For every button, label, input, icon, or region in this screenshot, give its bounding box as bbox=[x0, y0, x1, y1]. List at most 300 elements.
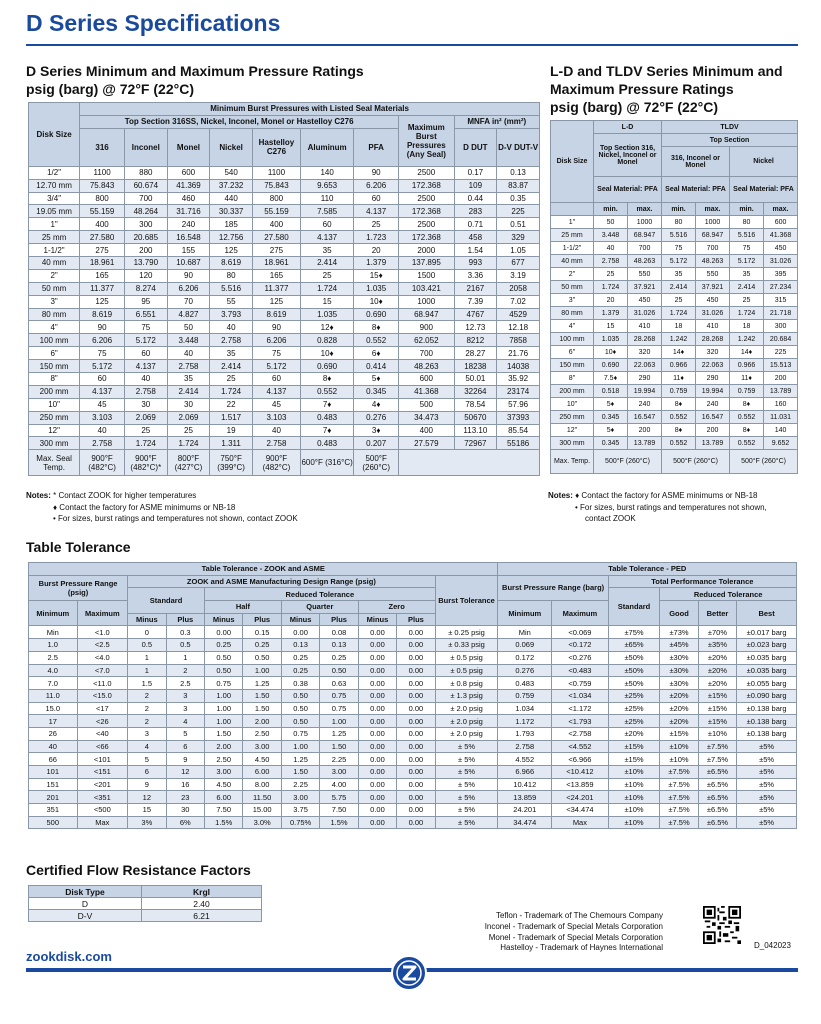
d-series-cell: 8.619 bbox=[210, 257, 253, 270]
tolerance-cell: <7.0 bbox=[77, 664, 128, 677]
ld-series-cell: 700 bbox=[696, 242, 730, 255]
tolerance-row bbox=[29, 664, 797, 677]
tolerance-row bbox=[29, 816, 797, 829]
d-max-seal-temp-value: 600°F (316°C) bbox=[300, 450, 353, 476]
d-series-cell: 1100 bbox=[252, 166, 300, 179]
ld-series-row bbox=[551, 242, 798, 255]
d-series-cell: 0.17 bbox=[454, 166, 497, 179]
d-series-cell: 165 bbox=[80, 269, 125, 282]
ld-series-cell: 0.690 bbox=[594, 359, 628, 372]
d-series-cell: 2.758 bbox=[124, 385, 167, 398]
ld-series-cell: 290 bbox=[628, 372, 662, 385]
d-series-cell: 10♦ bbox=[354, 295, 399, 308]
ld-series-cell: 240 bbox=[628, 398, 662, 411]
tolerance-cell: 12 bbox=[128, 791, 166, 804]
ld-series-cell: 7.5♦ bbox=[594, 372, 628, 385]
ld-series-cell: 1.242 bbox=[730, 333, 764, 346]
d-series-cell: 172.368 bbox=[399, 205, 454, 218]
tolerance-cell: 0.00 bbox=[358, 816, 396, 829]
d-series-cell: 50 mm bbox=[29, 282, 80, 295]
d-series-cell: 57.96 bbox=[497, 398, 540, 411]
d-series-cell: 15♦ bbox=[354, 269, 399, 282]
d-series-cell: 0.51 bbox=[497, 218, 540, 231]
tolerance-cell: 15.0 bbox=[29, 702, 78, 715]
ld-series-cell: 0.552 bbox=[730, 411, 764, 424]
d-series-cell: 2.414 bbox=[300, 257, 353, 270]
tolerance-row bbox=[29, 626, 797, 639]
tol-zero-minus: Minus bbox=[358, 613, 396, 626]
tldv-min-header-2: min. bbox=[730, 203, 764, 216]
ld-series-cell: 225 bbox=[764, 346, 798, 359]
d-series-cell: 60 bbox=[354, 192, 399, 205]
ld-series-cell: 31.026 bbox=[696, 307, 730, 320]
ld-series-cell: 11♦ bbox=[662, 372, 696, 385]
d-series-cell: 75 bbox=[124, 321, 167, 334]
tolerance-row bbox=[29, 727, 797, 740]
d-col-monel: Monel bbox=[167, 128, 210, 166]
tolerance-cell: 0.00 bbox=[358, 639, 396, 652]
flow-row bbox=[29, 910, 262, 922]
ld-series-cell: 68.947 bbox=[628, 229, 662, 242]
tolerance-cell: <500 bbox=[77, 804, 128, 817]
tolerance-cell: ±50% bbox=[608, 677, 660, 690]
tolerance-cell: ±6.5% bbox=[698, 766, 736, 779]
d-series-row bbox=[29, 192, 540, 205]
ld-min-header: min. bbox=[594, 203, 628, 216]
tolerance-row bbox=[29, 651, 797, 664]
tolerance-cell: 0.50 bbox=[281, 715, 319, 728]
d-series-cell: 500 bbox=[399, 398, 454, 411]
tolerance-cell: 1.50 bbox=[281, 766, 319, 779]
trademark-teflon: Teflon - Trademark of The Chemours Company bbox=[495, 911, 663, 920]
tolerance-cell: 1.00 bbox=[205, 702, 243, 715]
tolerance-cell: ± 5% bbox=[435, 778, 498, 791]
ld-spacer-cell bbox=[551, 203, 594, 216]
tolerance-cell: 0.25 bbox=[243, 639, 281, 652]
d-series-cell: 1100 bbox=[80, 166, 125, 179]
d-series-cell: 0.483 bbox=[300, 411, 353, 424]
tolerance-cell: 15 bbox=[128, 804, 166, 817]
tolerance-cell: 0.00 bbox=[358, 651, 396, 664]
tol-half-plus: Plus bbox=[243, 613, 281, 626]
ld-series-cell: 600 bbox=[764, 216, 798, 229]
title-divider bbox=[26, 44, 798, 46]
ld-series-cell: 50 bbox=[594, 216, 628, 229]
ld-series-cell: 0.552 bbox=[662, 411, 696, 424]
ld-series-cell: 450 bbox=[628, 294, 662, 307]
tol-zero-plus: Plus bbox=[397, 613, 435, 626]
tolerance-cell: ±15% bbox=[698, 715, 736, 728]
d-series-cell: 50 bbox=[167, 321, 210, 334]
tolerance-cell: 0.00 bbox=[358, 715, 396, 728]
ld-series-table bbox=[550, 120, 798, 474]
d-series-cell: 83.87 bbox=[497, 179, 540, 192]
ld-series-cell: 0.759 bbox=[662, 385, 696, 398]
d-series-cell: 8.619 bbox=[80, 308, 125, 321]
tolerance-cell: ±15% bbox=[608, 753, 660, 766]
tldv-inconel-header: 316, Inconel or Monel bbox=[662, 147, 730, 177]
tolerance-cell: ±10% bbox=[608, 778, 660, 791]
tolerance-cell: 0.50 bbox=[281, 702, 319, 715]
tolerance-cell: 3% bbox=[128, 816, 166, 829]
tolerance-cell: 0.50 bbox=[205, 664, 243, 677]
tolerance-cell: <0.276 bbox=[552, 651, 609, 664]
d-series-cell: 1.724 bbox=[210, 385, 253, 398]
ld-max-temp-row bbox=[551, 450, 798, 474]
ld-series-row bbox=[551, 229, 798, 242]
ld-series-cell: 3.448 bbox=[594, 229, 628, 242]
tolerance-cell: ±50% bbox=[608, 651, 660, 664]
tolerance-cell: 0.75 bbox=[205, 677, 243, 690]
tolerance-cell: 3.00 bbox=[320, 766, 358, 779]
d-series-cell: 68.947 bbox=[399, 308, 454, 321]
d-series-cell: 16.548 bbox=[167, 231, 210, 244]
d-series-row bbox=[29, 385, 540, 398]
ld-series-cell: 395 bbox=[764, 268, 798, 281]
d-series-cell: 75 bbox=[80, 347, 125, 360]
ld-series-cell: 15.513 bbox=[764, 359, 798, 372]
tol-burst-tolerance-header: Burst Tolerance bbox=[435, 575, 498, 626]
ld-series-cell: 250 mm bbox=[551, 411, 594, 424]
tolerance-cell: ±6.5% bbox=[698, 804, 736, 817]
tolerance-cell: ±5% bbox=[737, 816, 797, 829]
ld-max-temp-value: 500°F (260°C) bbox=[594, 450, 662, 474]
ld-series-cell: 2.414 bbox=[662, 281, 696, 294]
tolerance-cell: 5 bbox=[166, 727, 204, 740]
tolerance-cell: 151 bbox=[29, 778, 78, 791]
ld-series-cell: 35 bbox=[662, 268, 696, 281]
tolerance-cell: ±7.5% bbox=[698, 740, 736, 753]
tolerance-cell: <1.172 bbox=[552, 702, 609, 715]
tolerance-cell: Min bbox=[498, 626, 552, 639]
d-series-cell: 78.54 bbox=[454, 398, 497, 411]
tolerance-cell: ±7.5% bbox=[698, 753, 736, 766]
d-series-cell: 7.585 bbox=[300, 205, 353, 218]
ld-series-row bbox=[551, 411, 798, 424]
tolerance-cell: 0.00 bbox=[205, 626, 243, 639]
tolerance-cell: 0.069 bbox=[498, 639, 552, 652]
ld-series-cell: 75 bbox=[730, 242, 764, 255]
d-series-cell: 41.368 bbox=[399, 385, 454, 398]
tol-design-range-header: ZOOK and ASME Manufacturing Design Range (psig) bbox=[128, 575, 436, 588]
ld-series-cell: 450 bbox=[696, 294, 730, 307]
d-col-316: 316 bbox=[80, 128, 125, 166]
ld-col-tldv: TLDV bbox=[662, 121, 798, 134]
d-series-cell: 1.724 bbox=[300, 282, 353, 295]
d-series-cell: 20 bbox=[354, 244, 399, 257]
tldv-seal-header-1: Seal Material: PFA bbox=[662, 177, 730, 203]
ld-series-cell: 550 bbox=[696, 268, 730, 281]
tolerance-cell: ±75% bbox=[608, 626, 660, 639]
tolerance-cell: ± 5% bbox=[435, 816, 498, 829]
tolerance-cell: 0.50 bbox=[243, 651, 281, 664]
tol-quarter-minus: Minus bbox=[281, 613, 319, 626]
ld-series-cell: 25 bbox=[730, 294, 764, 307]
tolerance-cell: <0.483 bbox=[552, 664, 609, 677]
tolerance-cell: ±20% bbox=[608, 727, 660, 740]
tolerance-cell: ±5% bbox=[737, 778, 797, 791]
ld-series-cell: 200 bbox=[696, 424, 730, 437]
tolerance-cell: 1 bbox=[128, 651, 166, 664]
ld-series-cell: 1" bbox=[551, 216, 594, 229]
tolerance-cell: 2.5 bbox=[166, 677, 204, 690]
ld-max-header: max. bbox=[628, 203, 662, 216]
d-series-cell: 5.172 bbox=[124, 334, 167, 347]
tol-total-perf-header: Total Performance Tolerance bbox=[608, 575, 796, 588]
d-series-cell: 1.05 bbox=[497, 244, 540, 257]
d-series-cell: 45 bbox=[252, 398, 300, 411]
d-series-cell: 25 bbox=[167, 424, 210, 437]
d-series-cell: 2.758 bbox=[252, 437, 300, 450]
d-series-cell: 0.690 bbox=[300, 360, 353, 373]
tolerance-cell: ±7.5% bbox=[660, 778, 698, 791]
d-series-cell: 80 mm bbox=[29, 308, 80, 321]
ld-series-cell: 8" bbox=[551, 372, 594, 385]
d-series-cell: 11.377 bbox=[252, 282, 300, 295]
ld-series-cell: 8♦ bbox=[662, 398, 696, 411]
d-series-cell: 8.274 bbox=[124, 282, 167, 295]
tolerance-cell: 11.0 bbox=[29, 689, 78, 702]
tolerance-cell: 23 bbox=[166, 791, 204, 804]
d-series-cell: 800 bbox=[80, 192, 125, 205]
ld-series-cell: 1.724 bbox=[594, 281, 628, 294]
tol-zero-header: Zero bbox=[358, 601, 435, 614]
tolerance-cell: 6.966 bbox=[498, 766, 552, 779]
ld-series-cell: 80 mm bbox=[551, 307, 594, 320]
ld-series-cell: 0.345 bbox=[594, 411, 628, 424]
tolerance-cell: 3 bbox=[166, 702, 204, 715]
d-series-cell: 2000 bbox=[399, 244, 454, 257]
d-note-2: ♦ Contact the factory for ASME minimums or NB-18 bbox=[53, 502, 236, 512]
ld-series-cell: 13.789 bbox=[764, 385, 798, 398]
tolerance-cell: <0.172 bbox=[552, 639, 609, 652]
d-series-cell: 55.159 bbox=[80, 205, 125, 218]
d-series-cell: 40 bbox=[124, 373, 167, 386]
tolerance-cell: 351 bbox=[29, 804, 78, 817]
website-link[interactable]: zookdisk.com bbox=[26, 949, 112, 964]
ld-series-cell: 48.263 bbox=[628, 255, 662, 268]
tolerance-row bbox=[29, 702, 797, 715]
d-series-cell: 1" bbox=[29, 218, 80, 231]
d-top-section-header: Top Section 316SS, Nickel, Inconel, Monel or Hastelloy C276 bbox=[80, 115, 399, 128]
d-series-cell: 2167 bbox=[454, 282, 497, 295]
d-series-cell: 0.71 bbox=[454, 218, 497, 231]
d-series-row bbox=[29, 231, 540, 244]
tolerance-cell: 3.00 bbox=[205, 766, 243, 779]
tolerance-cell: 0.759 bbox=[498, 689, 552, 702]
d-series-cell: 37393 bbox=[497, 411, 540, 424]
tolerance-cell: ±0.023 barg bbox=[737, 639, 797, 652]
trademark-inconel: Inconel - Trademark of Special Metals Corporation bbox=[484, 921, 663, 931]
tolerance-cell: 2 bbox=[128, 689, 166, 702]
d-series-row bbox=[29, 321, 540, 334]
tolerance-cell: <26 bbox=[77, 715, 128, 728]
d-series-cell: 1.517 bbox=[210, 411, 253, 424]
ld-series-cell: 300 bbox=[764, 320, 798, 333]
d-series-cell: 3♦ bbox=[354, 424, 399, 437]
tolerance-cell: 17 bbox=[29, 715, 78, 728]
d-series-cell: 48.264 bbox=[124, 205, 167, 218]
tolerance-cell: 6 bbox=[166, 740, 204, 753]
tolerance-cell: 2.50 bbox=[243, 727, 281, 740]
ld-series-cell: 4" bbox=[551, 320, 594, 333]
ld-series-row bbox=[551, 255, 798, 268]
d-series-cell: 12.756 bbox=[210, 231, 253, 244]
tolerance-cell: <2.5 bbox=[77, 639, 128, 652]
ld-series-cell: 150 mm bbox=[551, 359, 594, 372]
tolerance-cell: ±65% bbox=[608, 639, 660, 652]
tolerance-cell: 0.00 bbox=[397, 626, 435, 639]
ld-series-cell: 37.921 bbox=[628, 281, 662, 294]
tolerance-cell: 4.552 bbox=[498, 753, 552, 766]
ld-series-cell: 2.414 bbox=[730, 281, 764, 294]
tolerance-cell: 9 bbox=[128, 778, 166, 791]
ld-series-cell: 200 mm bbox=[551, 385, 594, 398]
d-series-cell: 125 bbox=[210, 244, 253, 257]
ld-heading-line1: L-D and TLDV Series Minimum and bbox=[550, 63, 783, 79]
d-series-cell: 30.337 bbox=[210, 205, 253, 218]
tolerance-cell: <11.0 bbox=[77, 677, 128, 690]
tolerance-cell: Max bbox=[77, 816, 128, 829]
d-series-cell: 2.758 bbox=[167, 360, 210, 373]
d-series-cell: 7.02 bbox=[497, 295, 540, 308]
d-series-cell: 200 mm bbox=[29, 385, 80, 398]
ld-series-cell: 200 bbox=[764, 372, 798, 385]
tolerance-cell: ±5% bbox=[737, 753, 797, 766]
tolerance-cell: ±30% bbox=[660, 664, 698, 677]
tolerance-cell: 13.859 bbox=[498, 791, 552, 804]
d-series-cell: 0.690 bbox=[354, 308, 399, 321]
d-series-cell: 21.76 bbox=[497, 347, 540, 360]
d-series-cell: 60 bbox=[300, 218, 353, 231]
d-series-cell: 275 bbox=[252, 244, 300, 257]
tolerance-cell: <151 bbox=[77, 766, 128, 779]
ld-series-cell: 5.172 bbox=[730, 255, 764, 268]
d-max-seal-temp-label: Max. Seal Temp. bbox=[29, 450, 80, 476]
ld-series-cell: 40 bbox=[594, 242, 628, 255]
d-series-cell: 90 bbox=[252, 321, 300, 334]
tolerance-cell: 0.00 bbox=[358, 804, 396, 817]
ld-series-cell: 100 mm bbox=[551, 333, 594, 346]
tolerance-cell: 1.00 bbox=[281, 740, 319, 753]
d-series-cell: 6♦ bbox=[354, 347, 399, 360]
d-series-cell: 172.368 bbox=[399, 231, 454, 244]
d-series-cell: 40 bbox=[80, 424, 125, 437]
d-series-cell: 6.206 bbox=[80, 334, 125, 347]
tldv-max-header-1: max. bbox=[696, 203, 730, 216]
ld-series-cell: 2.758 bbox=[594, 255, 628, 268]
tolerance-cell: 2.50 bbox=[205, 753, 243, 766]
d-series-cell: 3" bbox=[29, 295, 80, 308]
d-series-cell: 27.579 bbox=[399, 437, 454, 450]
tolerance-row bbox=[29, 804, 797, 817]
tolerance-cell: 3 bbox=[166, 689, 204, 702]
ld-series-cell: 27.234 bbox=[764, 281, 798, 294]
tolerance-row bbox=[29, 689, 797, 702]
tol-maximum-header: Maximum bbox=[77, 601, 128, 626]
flow-cell: D-V bbox=[29, 910, 142, 922]
tolerance-cell: <4.0 bbox=[77, 651, 128, 664]
tolerance-cell: <351 bbox=[77, 791, 128, 804]
tolerance-cell: 0.25 bbox=[281, 664, 319, 677]
tolerance-cell: 4 bbox=[166, 715, 204, 728]
tolerance-cell: ± 5% bbox=[435, 791, 498, 804]
ld-series-cell: 5.516 bbox=[730, 229, 764, 242]
d-series-cell: 400 bbox=[399, 424, 454, 437]
d-series-cell: 41.369 bbox=[167, 179, 210, 192]
d-series-cell: 31.716 bbox=[167, 205, 210, 218]
d-series-cell: 90 bbox=[167, 269, 210, 282]
tol-reduced-header: Reduced Tolerance bbox=[205, 588, 436, 601]
qr-code-icon[interactable] bbox=[703, 906, 741, 944]
tol-minimum-header: Minimum bbox=[29, 601, 78, 626]
d-max-seal-temp-value: 500°F (260°C) bbox=[354, 450, 399, 476]
tol-range-barg-header: Burst Pressure Range (barg) bbox=[498, 575, 608, 600]
d-series-cell: 40 bbox=[210, 321, 253, 334]
ped-minimum-header: Minimum bbox=[498, 601, 552, 626]
ld-series-cell: 14♦ bbox=[662, 346, 696, 359]
ld-max-temp-label: Max. Temp. bbox=[551, 450, 594, 474]
ld-series-row bbox=[551, 398, 798, 411]
tolerance-cell: 5.75 bbox=[320, 791, 358, 804]
tolerance-cell: 0.50 bbox=[205, 651, 243, 664]
d-note-3: • For sizes, burst ratings and temperatures not shown, contact ZOOK bbox=[53, 514, 298, 523]
tolerance-cell: ± 1.3 psig bbox=[435, 689, 498, 702]
ld-series-cell: 22.063 bbox=[696, 359, 730, 372]
tolerance-cell: 1.172 bbox=[498, 715, 552, 728]
tolerance-row bbox=[29, 639, 797, 652]
d-series-cell: 1000 bbox=[399, 295, 454, 308]
ld-col-ld: L-D bbox=[594, 121, 662, 134]
tolerance-cell: 0.50 bbox=[320, 664, 358, 677]
tolerance-cell: ±25% bbox=[608, 715, 660, 728]
ld-series-cell: 16.547 bbox=[696, 411, 730, 424]
d-series-cell: 700 bbox=[399, 347, 454, 360]
d-series-cell: 18238 bbox=[454, 360, 497, 373]
d-series-cell: 3.103 bbox=[252, 411, 300, 424]
d-series-cell: 100 mm bbox=[29, 334, 80, 347]
d-series-cell: 7.39 bbox=[454, 295, 497, 308]
tolerance-cell: ±10% bbox=[608, 791, 660, 804]
d-series-cell: 0.13 bbox=[497, 166, 540, 179]
trademark-hastelloy: Hastelloy - Trademark of Haynes International bbox=[500, 943, 663, 953]
d-series-cell: 50.01 bbox=[454, 373, 497, 386]
d-series-cell: 283 bbox=[454, 205, 497, 218]
tolerance-cell: 6 bbox=[128, 766, 166, 779]
d-series-cell: 600 bbox=[167, 166, 210, 179]
tolerance-cell: 6.00 bbox=[243, 766, 281, 779]
d-series-cell: 25 bbox=[210, 373, 253, 386]
tolerance-cell: 4.00 bbox=[320, 778, 358, 791]
d-series-row bbox=[29, 282, 540, 295]
ld-series-cell: 12" bbox=[551, 424, 594, 437]
d-series-row bbox=[29, 205, 540, 218]
tolerance-row bbox=[29, 778, 797, 791]
ped-better-header: Better bbox=[698, 601, 736, 626]
d-series-cell: 85.54 bbox=[497, 424, 540, 437]
tolerance-cell: ±10% bbox=[698, 727, 736, 740]
ld-series-cell: 9.652 bbox=[764, 437, 798, 450]
d-series-cell: 185 bbox=[210, 218, 253, 231]
tolerance-cell: 3.00 bbox=[243, 740, 281, 753]
tolerance-cell: <0.069 bbox=[552, 626, 609, 639]
d-series-row bbox=[29, 179, 540, 192]
tolerance-cell: 4.0 bbox=[29, 664, 78, 677]
ld-series-cell: 22.063 bbox=[628, 359, 662, 372]
tolerance-cell: 0 bbox=[128, 626, 166, 639]
tolerance-cell: 0.25 bbox=[205, 639, 243, 652]
ld-series-cell: 1.035 bbox=[594, 333, 628, 346]
